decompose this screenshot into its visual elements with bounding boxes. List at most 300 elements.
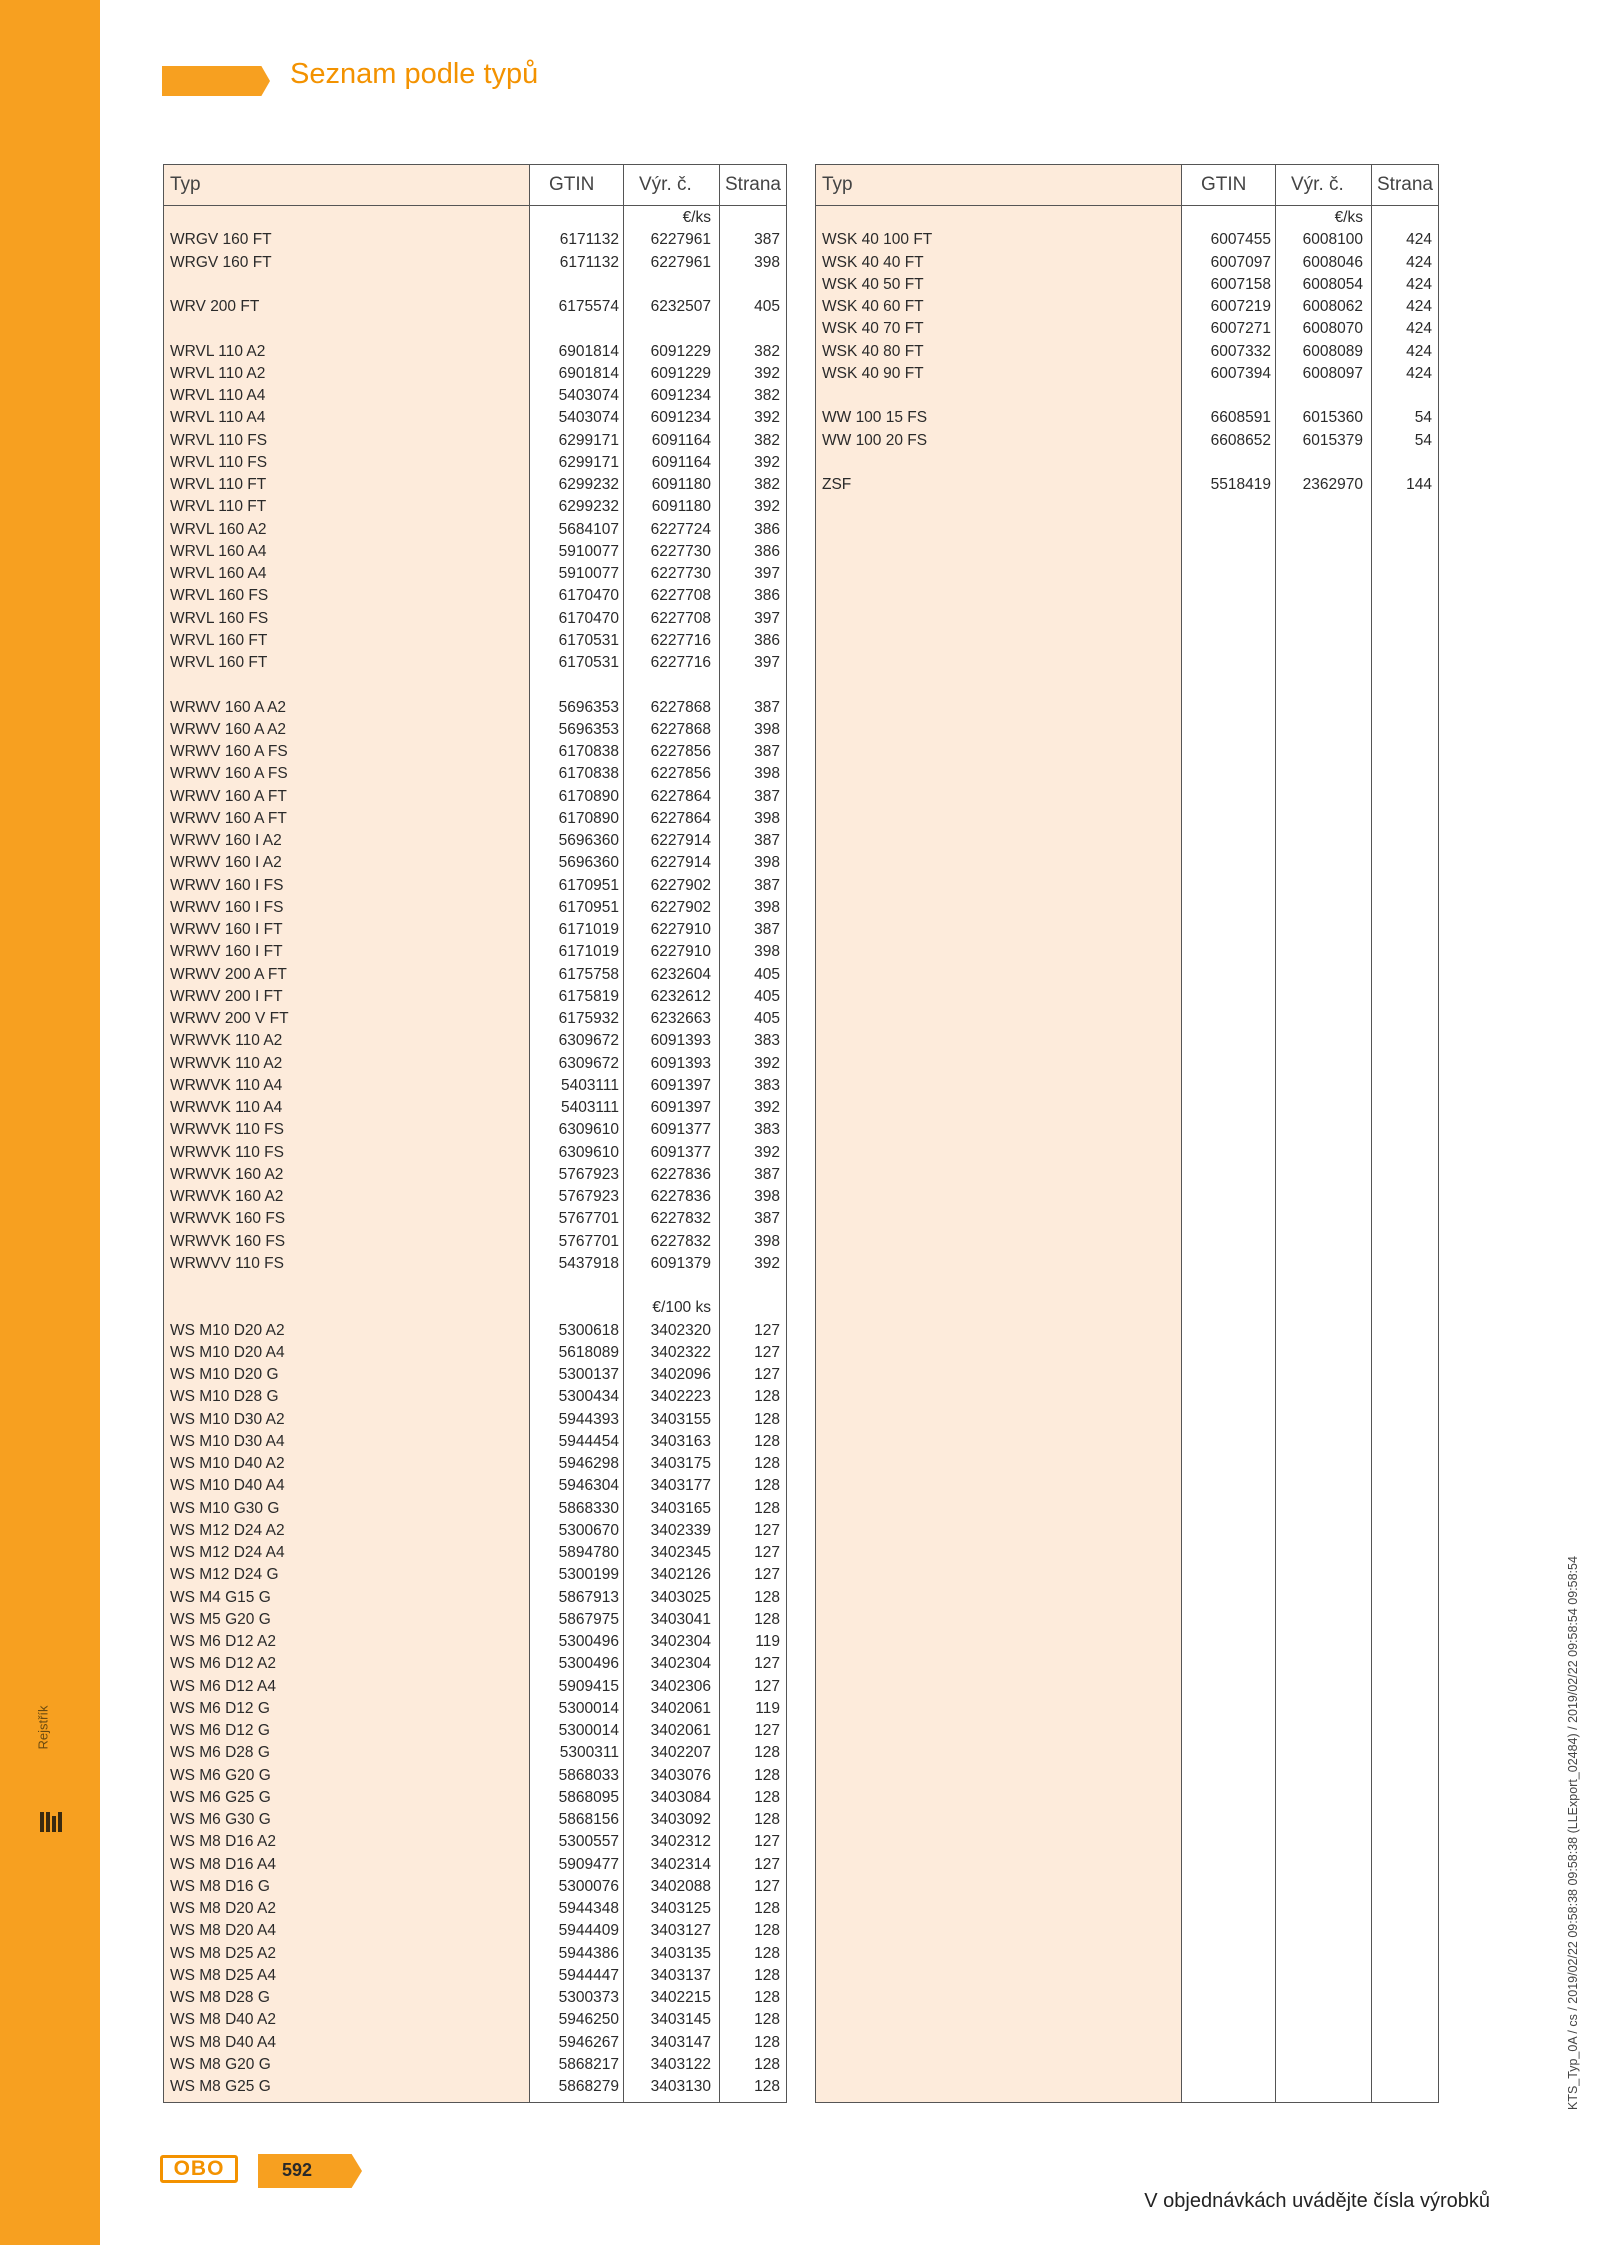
cell-gtin: 5767923 <box>558 1165 619 1183</box>
cell-gtin: 5403111 <box>560 1076 619 1094</box>
cell-typ: WS M10 D28 G <box>170 1388 279 1406</box>
table-row <box>164 363 786 385</box>
cell-gtin: 6170470 <box>558 609 619 627</box>
cell-typ: WS M6 G20 G <box>170 1766 271 1784</box>
cell-gtin: 6299232 <box>558 498 619 516</box>
table-row <box>164 1053 786 1075</box>
cell-gtin: 6309610 <box>558 1143 619 1161</box>
table-row <box>816 474 1438 496</box>
cell-typ: WRV 200 FT <box>170 298 260 315</box>
cell-vyr: 3402304 <box>650 1655 711 1673</box>
table-row <box>164 1965 786 1987</box>
cell-vyr: 3403130 <box>650 2078 711 2095</box>
cell-typ: WS M8 D40 A2 <box>170 2011 276 2029</box>
table-row <box>164 1742 786 1764</box>
cell-gtin: 5300670 <box>558 1521 619 1539</box>
cell-gtin: 5909477 <box>558 1855 619 1873</box>
cell-typ: ZSF <box>822 476 852 493</box>
table-row <box>164 1475 786 1497</box>
cell-gtin: 5868217 <box>558 2055 619 2073</box>
cell-typ: WRVL 110 A4 <box>170 409 266 427</box>
cell-typ: WS M6 D12 G <box>170 1699 270 1717</box>
footer-note: V objednávkách uvádějte čísla výrobků <box>1144 2190 1490 2212</box>
table-row <box>164 1231 786 1253</box>
cell-gtin: 5909415 <box>558 1677 619 1695</box>
cell-vyr: 3402304 <box>650 1633 711 1650</box>
cell-strana: 128 <box>754 1610 780 1628</box>
cell-strana: 127 <box>754 1655 780 1673</box>
cell-typ: WRVL 160 FT <box>170 631 268 649</box>
cell-typ: WSK 40 90 FT <box>822 364 924 382</box>
cell-typ: WRWVK 110 A2 <box>170 1054 283 1072</box>
cell-vyr: 3402096 <box>650 1366 711 1383</box>
header-gtin: GTIN <box>549 174 595 195</box>
cell-gtin: 5767701 <box>558 1210 619 1228</box>
cell-strana: 386 <box>754 542 780 560</box>
cell-gtin: 6171132 <box>559 253 619 271</box>
cell-typ: WRWV 160 I FS <box>170 876 284 894</box>
cell-strana: 128 <box>754 1944 780 1962</box>
cell-typ: WRVL 110 FS <box>170 453 268 471</box>
title-tab-marker <box>162 66 270 96</box>
cell-typ: WS M6 G30 G <box>170 1811 271 1828</box>
header-vyr: Výr. č. <box>639 174 692 195</box>
cell-typ: WRWV 160 A FT <box>170 787 287 805</box>
cell-typ: WRVL 160 A4 <box>170 542 267 560</box>
cell-typ: WRVL 160 FS <box>170 609 269 627</box>
cell-strana: 127 <box>754 1521 780 1539</box>
table-row <box>164 1564 786 1586</box>
table-row <box>164 563 786 585</box>
cell-typ: WS M10 D30 A4 <box>170 1432 285 1450</box>
cell-vyr: 6227708 <box>650 609 711 627</box>
table-row <box>164 1520 786 1542</box>
cell-typ: WS M12 D24 A2 <box>170 1521 285 1539</box>
cell-gtin: 6608591 <box>1210 409 1271 427</box>
table-row <box>164 1164 786 1186</box>
cell-typ: WSK 40 50 FT <box>822 275 924 293</box>
cell-gtin: 6170890 <box>558 787 619 805</box>
cell-strana: 392 <box>754 453 780 471</box>
cell-typ: WSK 40 60 FT <box>822 298 924 315</box>
cell-strana: 128 <box>754 2033 780 2051</box>
cell-typ: WRWVK 110 FS <box>170 1121 284 1139</box>
table-row <box>164 875 786 897</box>
cell-typ: WRWV 160 A FT <box>170 809 287 827</box>
table-row <box>164 2054 786 2076</box>
cell-strana: 127 <box>754 1566 780 1584</box>
cell-gtin: 5868033 <box>558 1766 619 1784</box>
cell-vyr: 3403041 <box>650 1610 711 1628</box>
cell-typ: WRVL 160 A2 <box>170 520 267 538</box>
cell-vyr: 6091180 <box>651 498 711 516</box>
cell-vyr: 6008062 <box>1302 298 1363 315</box>
cell-gtin: 5867913 <box>558 1588 619 1606</box>
cell-typ: WRVL 160 FS <box>170 587 269 605</box>
cell-gtin: 5894780 <box>558 1544 619 1561</box>
cell-gtin: 6007158 <box>1210 275 1271 293</box>
cell-strana: 128 <box>754 1744 780 1762</box>
cell-gtin: 6299232 <box>558 476 619 493</box>
cell-strana: 127 <box>754 1544 780 1561</box>
cell-strana: 128 <box>754 1432 780 1450</box>
cell-vyr: 6091377 <box>650 1143 711 1161</box>
cell-strana: 128 <box>754 2055 780 2073</box>
cell-strana: 398 <box>754 943 780 961</box>
cell-gtin: 6007394 <box>1210 364 1271 382</box>
cell-strana: 128 <box>754 1477 780 1495</box>
cell-typ: WRVL 160 A4 <box>170 565 267 582</box>
cell-gtin: 6170951 <box>558 898 619 916</box>
table-header <box>816 165 1438 206</box>
cell-gtin: 6170838 <box>558 743 619 760</box>
table-row <box>164 719 786 741</box>
cell-typ: WRWV 200 V FT <box>170 1010 289 1027</box>
cell-strana: 387 <box>754 921 780 938</box>
table-row <box>164 585 786 607</box>
cell-vyr: 3403155 <box>650 1410 711 1428</box>
table-row <box>164 1142 786 1164</box>
cell-vyr: 6008046 <box>1302 253 1363 271</box>
cell-strana: 387 <box>754 743 780 760</box>
cell-strana: 386 <box>754 587 780 605</box>
cell-gtin: 5868095 <box>558 1788 619 1806</box>
cell-vyr: 3403122 <box>650 2055 711 2073</box>
table-row <box>164 430 786 452</box>
table-row <box>164 474 786 496</box>
table-row <box>164 1653 786 1675</box>
cell-gtin: 6170531 <box>558 631 619 649</box>
cell-gtin: 5867975 <box>558 1610 619 1628</box>
table-row <box>164 1898 786 1920</box>
header-vyr: Výr. č. <box>1291 174 1344 195</box>
cell-typ: WS M10 D40 A2 <box>170 1455 285 1472</box>
cell-vyr: 6008100 <box>1302 231 1363 249</box>
cell-vyr: 6091229 <box>650 364 711 382</box>
cell-strana: 405 <box>754 298 780 315</box>
cell-gtin: 5300014 <box>558 1722 619 1739</box>
table-row <box>164 519 786 541</box>
cell-strana: 424 <box>1406 364 1432 382</box>
table-row <box>164 1186 786 1208</box>
cell-strana: 424 <box>1406 231 1432 249</box>
table-row <box>164 630 786 652</box>
cell-strana: 128 <box>754 1966 780 1984</box>
table-body <box>816 207 1438 496</box>
cell-strana: 128 <box>754 1455 780 1472</box>
cell-vyr: 3403145 <box>650 2011 711 2029</box>
cell-typ: WRWVV 110 FS <box>170 1254 284 1272</box>
cell-gtin: 6175758 <box>558 965 619 983</box>
price-unit-label: €/ks <box>682 209 711 226</box>
type-table-left <box>163 164 787 2103</box>
cell-gtin: 6175574 <box>558 298 619 315</box>
cell-typ: WRWV 160 A A2 <box>170 720 287 738</box>
table-row <box>164 1698 786 1720</box>
table-row <box>164 1119 786 1141</box>
cell-strana: 405 <box>754 965 780 983</box>
cell-strana: 398 <box>754 765 780 783</box>
price-unit-label: €/ks <box>1334 209 1363 226</box>
header-typ: Typ <box>822 174 853 195</box>
cell-vyr: 6091234 <box>650 387 711 404</box>
table-row <box>164 1431 786 1453</box>
cell-strana: 128 <box>754 2011 780 2029</box>
cell-strana: 387 <box>754 1210 780 1228</box>
table-row <box>816 318 1438 340</box>
cell-strana: 397 <box>754 654 780 671</box>
cell-gtin: 6901814 <box>558 342 619 360</box>
cell-strana: 127 <box>754 1321 780 1339</box>
cell-vyr: 3403175 <box>650 1455 711 1472</box>
cell-vyr: 6227910 <box>650 921 711 938</box>
cell-vyr: 3403076 <box>650 1766 711 1784</box>
table-row <box>816 207 1438 229</box>
cell-typ: WRWV 160 I A2 <box>170 854 282 872</box>
cell-vyr: 3402061 <box>650 1699 711 1717</box>
cell-strana: 128 <box>754 1766 780 1784</box>
cell-strana: 387 <box>754 231 780 249</box>
cell-gtin: 6171132 <box>559 231 619 249</box>
cell-typ: WW 100 20 FS <box>822 431 928 449</box>
cell-vyr: 3402339 <box>650 1521 711 1539</box>
cell-gtin: 5403074 <box>558 409 619 427</box>
cell-gtin: 5944447 <box>558 1966 619 1984</box>
cell-gtin: 6170951 <box>558 876 619 894</box>
cell-typ: WRGV 160 FT <box>170 253 272 271</box>
cell-typ: WS M6 D12 G <box>170 1722 270 1739</box>
table-body <box>164 207 786 2098</box>
table-row <box>164 1987 786 2009</box>
cell-strana: 382 <box>754 387 780 404</box>
cell-typ: WSK 40 100 FT <box>822 231 933 249</box>
sidebar-index-label: Rejstřík <box>35 1705 51 1750</box>
table-row <box>164 1809 786 1831</box>
cell-gtin: 5300557 <box>558 1833 619 1851</box>
table-row <box>164 541 786 563</box>
table-row <box>164 1097 786 1119</box>
cell-strana: 392 <box>754 364 780 382</box>
cell-strana: 424 <box>1406 298 1432 315</box>
cell-strana: 128 <box>754 2078 780 2095</box>
cell-strana: 128 <box>754 1410 780 1428</box>
cell-typ: WRWV 160 I FT <box>170 943 283 961</box>
cell-typ: WRGV 160 FT <box>170 231 272 249</box>
cell-vyr: 6227961 <box>650 231 711 249</box>
cell-typ: WRWV 160 I FT <box>170 921 283 938</box>
cell-strana: 128 <box>754 1388 780 1406</box>
table-row <box>164 385 786 407</box>
cell-vyr: 3403135 <box>650 1944 711 1962</box>
table-row <box>164 1453 786 1475</box>
header-gtin: GTIN <box>1201 174 1247 195</box>
cell-vyr: 6008089 <box>1302 342 1363 360</box>
cell-gtin: 5944386 <box>558 1944 619 1962</box>
cell-vyr: 6227914 <box>650 832 711 849</box>
cell-vyr: 6015379 <box>1302 431 1363 449</box>
cell-strana: 398 <box>754 253 780 271</box>
table-row <box>164 1386 786 1408</box>
cell-gtin: 5944454 <box>558 1432 619 1450</box>
cell-typ: WS M8 D20 A2 <box>170 1900 276 1917</box>
table-row <box>164 697 786 719</box>
cell-typ: WS M6 D12 A2 <box>170 1633 276 1650</box>
cell-typ: WSK 40 40 FT <box>822 253 924 271</box>
table-row <box>164 741 786 763</box>
cell-typ: WS M8 D16 G <box>170 1877 270 1895</box>
cell-typ: WS M4 G15 G <box>170 1588 271 1606</box>
cell-gtin: 5946298 <box>558 1455 619 1472</box>
cell-vyr: 3403177 <box>650 1477 711 1495</box>
cell-gtin: 6901814 <box>558 364 619 382</box>
cell-strana: 424 <box>1406 275 1432 293</box>
cell-typ: WS M8 D20 A4 <box>170 1922 276 1940</box>
cell-vyr: 3403163 <box>650 1432 711 1450</box>
table-row <box>164 1720 786 1742</box>
cell-strana: 405 <box>754 987 780 1005</box>
cell-typ: WRWVK 160 FS <box>170 1232 286 1250</box>
header-typ: Typ <box>170 174 201 195</box>
table-row <box>816 385 1438 407</box>
cell-gtin: 5300014 <box>558 1699 619 1717</box>
cell-vyr: 3403084 <box>650 1788 711 1806</box>
table-row <box>164 1275 786 1297</box>
cell-typ: WRWVK 110 A4 <box>170 1076 283 1094</box>
cell-gtin: 5403111 <box>560 1099 619 1116</box>
cell-gtin: 6309672 <box>558 1032 619 1050</box>
table-row <box>816 407 1438 429</box>
cell-gtin: 5437918 <box>558 1254 619 1272</box>
table-row <box>164 2009 786 2031</box>
header-strana: Strana <box>1377 174 1433 195</box>
table-row <box>164 1787 786 1809</box>
table-row <box>164 897 786 919</box>
cell-gtin: 5868330 <box>558 1499 619 1517</box>
cell-vyr: 3403125 <box>650 1900 711 1917</box>
cell-vyr: 6091180 <box>651 476 711 493</box>
table-row <box>164 452 786 474</box>
table-row <box>164 1208 786 1230</box>
cell-typ: WS M8 D25 A2 <box>170 1944 276 1962</box>
cell-typ: WS M8 D16 A2 <box>170 1833 276 1851</box>
table-row <box>164 1765 786 1787</box>
cell-gtin: 6007219 <box>1210 298 1271 315</box>
page-number: 592 <box>282 2160 313 2180</box>
table-row <box>816 274 1438 296</box>
cell-vyr: 3403092 <box>650 1811 711 1828</box>
cell-vyr: 6227961 <box>650 253 711 271</box>
cell-gtin: 6170470 <box>558 587 619 605</box>
table-row <box>164 1587 786 1609</box>
cell-gtin: 6007332 <box>1210 342 1271 360</box>
table-row <box>164 852 786 874</box>
cell-typ: WRWV 200 I FT <box>170 987 283 1005</box>
cell-typ: WSK 40 80 FT <box>822 342 924 360</box>
table-row <box>816 252 1438 274</box>
table-row <box>164 1297 786 1319</box>
table-row <box>164 1609 786 1631</box>
table-row <box>164 1631 786 1653</box>
cell-vyr: 6091397 <box>650 1076 711 1094</box>
cell-vyr: 6227856 <box>650 765 711 783</box>
cell-typ: WRVL 110 FT <box>170 476 267 493</box>
header-strana: Strana <box>725 174 781 195</box>
table-row <box>816 296 1438 318</box>
cell-vyr: 3403165 <box>650 1499 711 1517</box>
cell-strana: 127 <box>754 1877 780 1895</box>
table-row <box>164 763 786 785</box>
cell-vyr: 6008097 <box>1302 364 1363 382</box>
cell-strana: 424 <box>1406 342 1432 360</box>
cell-gtin: 6175932 <box>558 1010 619 1027</box>
price-unit-label: €/100 ks <box>652 1299 711 1317</box>
cell-vyr: 6227910 <box>650 943 711 961</box>
cell-strana: 424 <box>1406 253 1432 271</box>
table-row <box>164 296 786 318</box>
cell-typ: WS M12 D24 G <box>170 1566 279 1584</box>
cell-gtin: 6007097 <box>1210 253 1271 271</box>
cell-strana: 54 <box>1414 431 1432 449</box>
cell-typ: WRVL 110 A2 <box>170 342 266 360</box>
cell-vyr: 6015360 <box>1302 409 1363 427</box>
cell-typ: WS M10 D20 A4 <box>170 1343 285 1361</box>
cell-typ: WS M10 G30 G <box>170 1499 280 1517</box>
cell-typ: WRVL 110 FT <box>170 498 267 516</box>
table-row <box>816 452 1438 474</box>
cell-vyr: 6227902 <box>650 876 711 894</box>
table-row <box>164 919 786 941</box>
table-row <box>164 2032 786 2054</box>
cell-vyr: 6091164 <box>651 431 711 449</box>
cell-strana: 127 <box>754 1855 780 1873</box>
cell-strana: 387 <box>754 1165 780 1183</box>
type-table-right <box>815 164 1439 2103</box>
cell-strana: 127 <box>754 1366 780 1383</box>
table-row <box>164 1943 786 1965</box>
cell-gtin: 6170890 <box>558 809 619 827</box>
cell-gtin: 5300076 <box>558 1877 619 1895</box>
cell-strana: 387 <box>754 832 780 849</box>
table-row <box>164 496 786 518</box>
cell-gtin: 6299171 <box>558 453 619 471</box>
cell-vyr: 3403025 <box>650 1588 711 1606</box>
cell-typ: WRWV 160 A FS <box>170 765 288 783</box>
table-row <box>164 830 786 852</box>
cell-vyr: 6227708 <box>650 587 711 605</box>
cell-gtin: 5946250 <box>558 2011 619 2029</box>
obo-logo: OBO <box>160 2155 238 2183</box>
cell-vyr: 6227716 <box>650 654 711 671</box>
cell-vyr: 6227724 <box>650 520 711 538</box>
cell-gtin: 6175819 <box>558 987 619 1005</box>
cell-strana: 392 <box>754 1254 780 1272</box>
table-row <box>164 1253 786 1275</box>
cell-vyr: 6227716 <box>650 631 711 649</box>
cell-typ: WS M8 G25 G <box>170 2078 271 2095</box>
table-row <box>164 1008 786 1030</box>
cell-typ: WS M8 G20 G <box>170 2055 271 2073</box>
cell-gtin: 5696360 <box>558 854 619 872</box>
cell-typ: WRVL 110 A2 <box>170 364 266 382</box>
cell-gtin: 6171019 <box>558 921 619 938</box>
cell-strana: 127 <box>754 1343 780 1361</box>
table-row <box>164 986 786 1008</box>
cell-strana: 128 <box>754 1922 780 1940</box>
cell-gtin: 5944348 <box>558 1900 619 1917</box>
cell-typ: WRWV 160 A A2 <box>170 698 287 716</box>
table-row <box>164 1364 786 1386</box>
cell-strana: 128 <box>754 1499 780 1517</box>
